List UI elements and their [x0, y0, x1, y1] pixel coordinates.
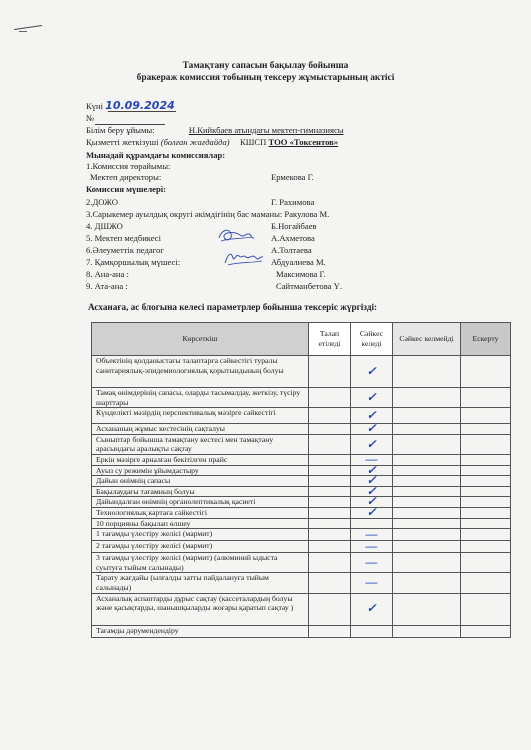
compliant-cell — [351, 518, 393, 529]
member-name: А.Толтаева — [271, 245, 312, 255]
signature — [222, 248, 266, 268]
required-cell — [309, 476, 351, 487]
noncompliant-cell — [393, 518, 461, 529]
compliant-cell: ✓ — [351, 356, 393, 388]
pen-mark — [14, 25, 42, 30]
noncompliant-cell — [393, 486, 461, 497]
noncompliant-cell — [393, 553, 461, 573]
compliant-cell: ✓ — [351, 408, 393, 424]
required-cell — [309, 434, 351, 454]
note-cell — [461, 408, 511, 424]
required-cell — [309, 424, 351, 435]
indicator-cell: Дайын өнімнің сапасы — [92, 476, 309, 487]
noncompliant-cell — [393, 465, 461, 476]
noncompliant-cell — [393, 434, 461, 454]
table-row — [92, 497, 511, 508]
member-role: 4. ДШЖО — [86, 221, 123, 231]
note-cell — [461, 593, 511, 625]
noncompliant-cell — [393, 424, 461, 435]
compliant-cell: — — [351, 541, 393, 553]
indicator-cell: Күнделікті мәзірдің перспективалық мәзірге сәйкестігі — [92, 408, 309, 424]
member-name: Г. Рахимова — [271, 197, 315, 207]
column-header: Көрсеткіш — [92, 323, 309, 356]
note-cell — [461, 434, 511, 454]
indicator-cell: Объектінің қолданыстағы талаптарға сәйкестігі туралы санитариялық-эпидемиологиялық қорытындының болуы — [92, 356, 309, 388]
note-cell — [461, 486, 511, 497]
indicator-cell: Сыныптар бойынша тамақтану кестесі мен тамақтану арасындағы аралықты сақтау — [92, 434, 309, 454]
compliant-cell: ✓ — [351, 434, 393, 454]
note-cell — [461, 476, 511, 487]
noncompliant-cell — [393, 625, 461, 637]
table-header-row — [92, 323, 511, 356]
note-cell — [461, 625, 511, 637]
compliant-cell: — — [351, 454, 393, 465]
member-role: 7. Қамқоршылық мүшесі: — [86, 257, 181, 267]
member-role-name: 3.Сарыкемер ауылдық округі әкімдігінің бас маманы: Ракулова М. — [86, 209, 330, 219]
noncompliant-cell — [393, 529, 461, 541]
indicator-cell: Тағамды дәрумендендіру — [92, 625, 309, 637]
organization-label: Білім беру ұйымы: — [86, 125, 155, 135]
inspection-table — [91, 322, 511, 638]
document-title-line-2: бракераж комиссия тобының тексеру жұмыстарының актісі — [136, 73, 395, 83]
supplier-value: ТОО «Токсентов» — [268, 137, 339, 147]
column-header: Сәйкес келмейді — [393, 323, 461, 356]
column-header: Сәйкес келеді — [351, 323, 393, 356]
required-cell — [309, 497, 351, 508]
indicator-cell: Ауыз су режимін ұйымдастыру — [92, 465, 309, 476]
organization-row — [86, 125, 344, 135]
table-row — [92, 573, 511, 593]
note-cell — [461, 497, 511, 508]
compliant-cell: ✓ — [351, 497, 393, 508]
note-cell — [461, 388, 511, 408]
note-cell — [461, 356, 511, 388]
compliant-cell: ✓ — [351, 465, 393, 476]
table-row — [92, 529, 511, 541]
member-name: Абдуалиева М. — [271, 257, 326, 267]
compliant-cell: ✓ — [351, 486, 393, 497]
indicator-cell: Бақылаудағы тағамның болуы — [92, 486, 309, 497]
supplier-prefix: КШСП — [239, 137, 269, 147]
indicator-cell: 3 тағамды үлестіру желісі (мармит) (алюминий ыдыста суытуға тыйым салынады) — [92, 553, 309, 573]
table-row — [92, 625, 511, 637]
chair-name: Ермекова Г. — [271, 172, 314, 182]
organization-value: Н.Кийкбаев атындағы мектеп-гимназиясы — [188, 125, 344, 135]
noncompliant-cell — [393, 573, 461, 593]
member-role: 9. Ата-ана : — [86, 281, 128, 291]
column-header: Талап етіледі — [309, 323, 351, 356]
noncompliant-cell — [393, 507, 461, 518]
members-heading: Комиссия мүшелері: — [86, 184, 167, 194]
compliant-cell: ✓ — [351, 507, 393, 518]
indicator-cell: 1 тағамды үлестіру желісі (мармит) — [92, 529, 309, 541]
table-row — [92, 486, 511, 497]
supplier-row — [86, 137, 338, 147]
note-cell — [461, 573, 511, 593]
required-cell — [309, 454, 351, 465]
date-label: Күні — [86, 101, 104, 111]
indicator-cell: Тамақ өнімдерінің сапасы, оларды тасымалдау, жеткізу, түсіру шарттары — [92, 388, 309, 408]
note-cell — [461, 553, 511, 573]
noncompliant-cell — [393, 454, 461, 465]
table-row — [92, 541, 511, 553]
pen-mark — [19, 31, 27, 32]
member-name: Максимова Г. — [276, 269, 326, 279]
table-row — [92, 465, 511, 476]
chair-role: Мектеп директоры: — [90, 172, 162, 182]
compliant-cell: ✓ — [351, 388, 393, 408]
required-cell — [309, 573, 351, 593]
indicator-cell: 10 порцияны бақылап өлшеу — [92, 518, 309, 529]
table-row — [92, 356, 511, 388]
note-cell — [461, 424, 511, 435]
table-row — [92, 553, 511, 573]
noncompliant-cell — [393, 593, 461, 625]
supplier-label: Қызметті жеткізуші — [86, 137, 161, 147]
member-name: Б.Ногайбаев — [271, 221, 317, 231]
required-cell — [309, 625, 351, 637]
date-underline — [108, 111, 176, 112]
table-row — [92, 476, 511, 487]
note-cell — [461, 518, 511, 529]
compliant-cell: ✓ — [351, 476, 393, 487]
indicator-cell: 2 тағамды үлестіру желісі (мармит) — [92, 541, 309, 553]
section-heading: Асханаға, ас блогына келесі параметрлер бойынша тексеріс жүргізді: — [88, 302, 378, 312]
required-cell — [309, 507, 351, 518]
note-cell — [461, 507, 511, 518]
required-cell — [309, 518, 351, 529]
table-row — [92, 388, 511, 408]
date-value: 10.09.2024 — [105, 99, 175, 112]
commission-heading: Мынадай құрамдағы комиссиялар: — [86, 150, 226, 160]
table-row — [92, 454, 511, 465]
required-cell — [309, 486, 351, 497]
noncompliant-cell — [393, 356, 461, 388]
required-cell — [309, 465, 351, 476]
note-cell — [461, 454, 511, 465]
note-cell — [461, 541, 511, 553]
signature — [216, 226, 256, 246]
required-cell — [309, 408, 351, 424]
table-row — [92, 408, 511, 424]
note-cell — [461, 529, 511, 541]
member-name: Сайтманбетова Ү. — [276, 281, 342, 291]
noncompliant-cell — [393, 541, 461, 553]
table-row — [92, 424, 511, 435]
required-cell — [309, 541, 351, 553]
noncompliant-cell — [393, 388, 461, 408]
compliant-cell: ✓ — [351, 424, 393, 435]
noncompliant-cell — [393, 408, 461, 424]
member-name: А.Ахметова — [271, 233, 315, 243]
indicator-cell: Асханалық аспаптарды дұрыс сақтау (кассеталардың болуы және қасықтарды, шанышқыларды жоғары қаратып сақтау ) — [92, 593, 309, 625]
indicator-cell: Технологиялық картаға сәйкестігі — [92, 507, 309, 518]
compliant-cell: ✓ — [351, 593, 393, 625]
compliant-cell: — — [351, 553, 393, 573]
table-row — [92, 593, 511, 625]
number-label: № — [86, 113, 95, 123]
compliant-cell: — — [351, 529, 393, 541]
noncompliant-cell — [393, 476, 461, 487]
indicator-cell: Тарату жағдайы (ылғалды затты пайдалануға тыйым салынады) — [92, 573, 309, 593]
table-row — [92, 518, 511, 529]
required-cell — [309, 593, 351, 625]
table-body — [92, 356, 511, 638]
chair-label: 1.Комиссия төрайымы: — [86, 161, 171, 171]
table-row — [92, 434, 511, 454]
indicator-cell: Дайындалған өнімнің органолептикалық қасиеті — [92, 497, 309, 508]
document-title-line-1: Тамақтану сапасын бақылау бойынша — [182, 61, 349, 71]
table-row — [92, 507, 511, 518]
note-cell — [461, 465, 511, 476]
required-cell — [309, 529, 351, 541]
required-cell — [309, 388, 351, 408]
required-cell — [309, 553, 351, 573]
indicator-cell: Еркін мәзірге арналған бекітілген прайс — [92, 454, 309, 465]
member-role: 5. Мектеп медбикесі — [86, 233, 161, 243]
indicator-cell: Асхананың жұмыс кестесінің сақталуы — [92, 424, 309, 435]
compliant-cell — [351, 625, 393, 637]
noncompliant-cell — [393, 497, 461, 508]
compliant-cell: — — [351, 573, 393, 593]
required-cell — [309, 356, 351, 388]
column-header: Ескерту — [461, 323, 511, 356]
supplier-note: (болған жағдайда) — [160, 137, 230, 147]
member-role: 8. Ана-ана : — [86, 269, 129, 279]
member-role: 2.ДОЖО — [86, 197, 118, 207]
member-role: 6.Әлеуметтік педагог — [86, 245, 164, 255]
